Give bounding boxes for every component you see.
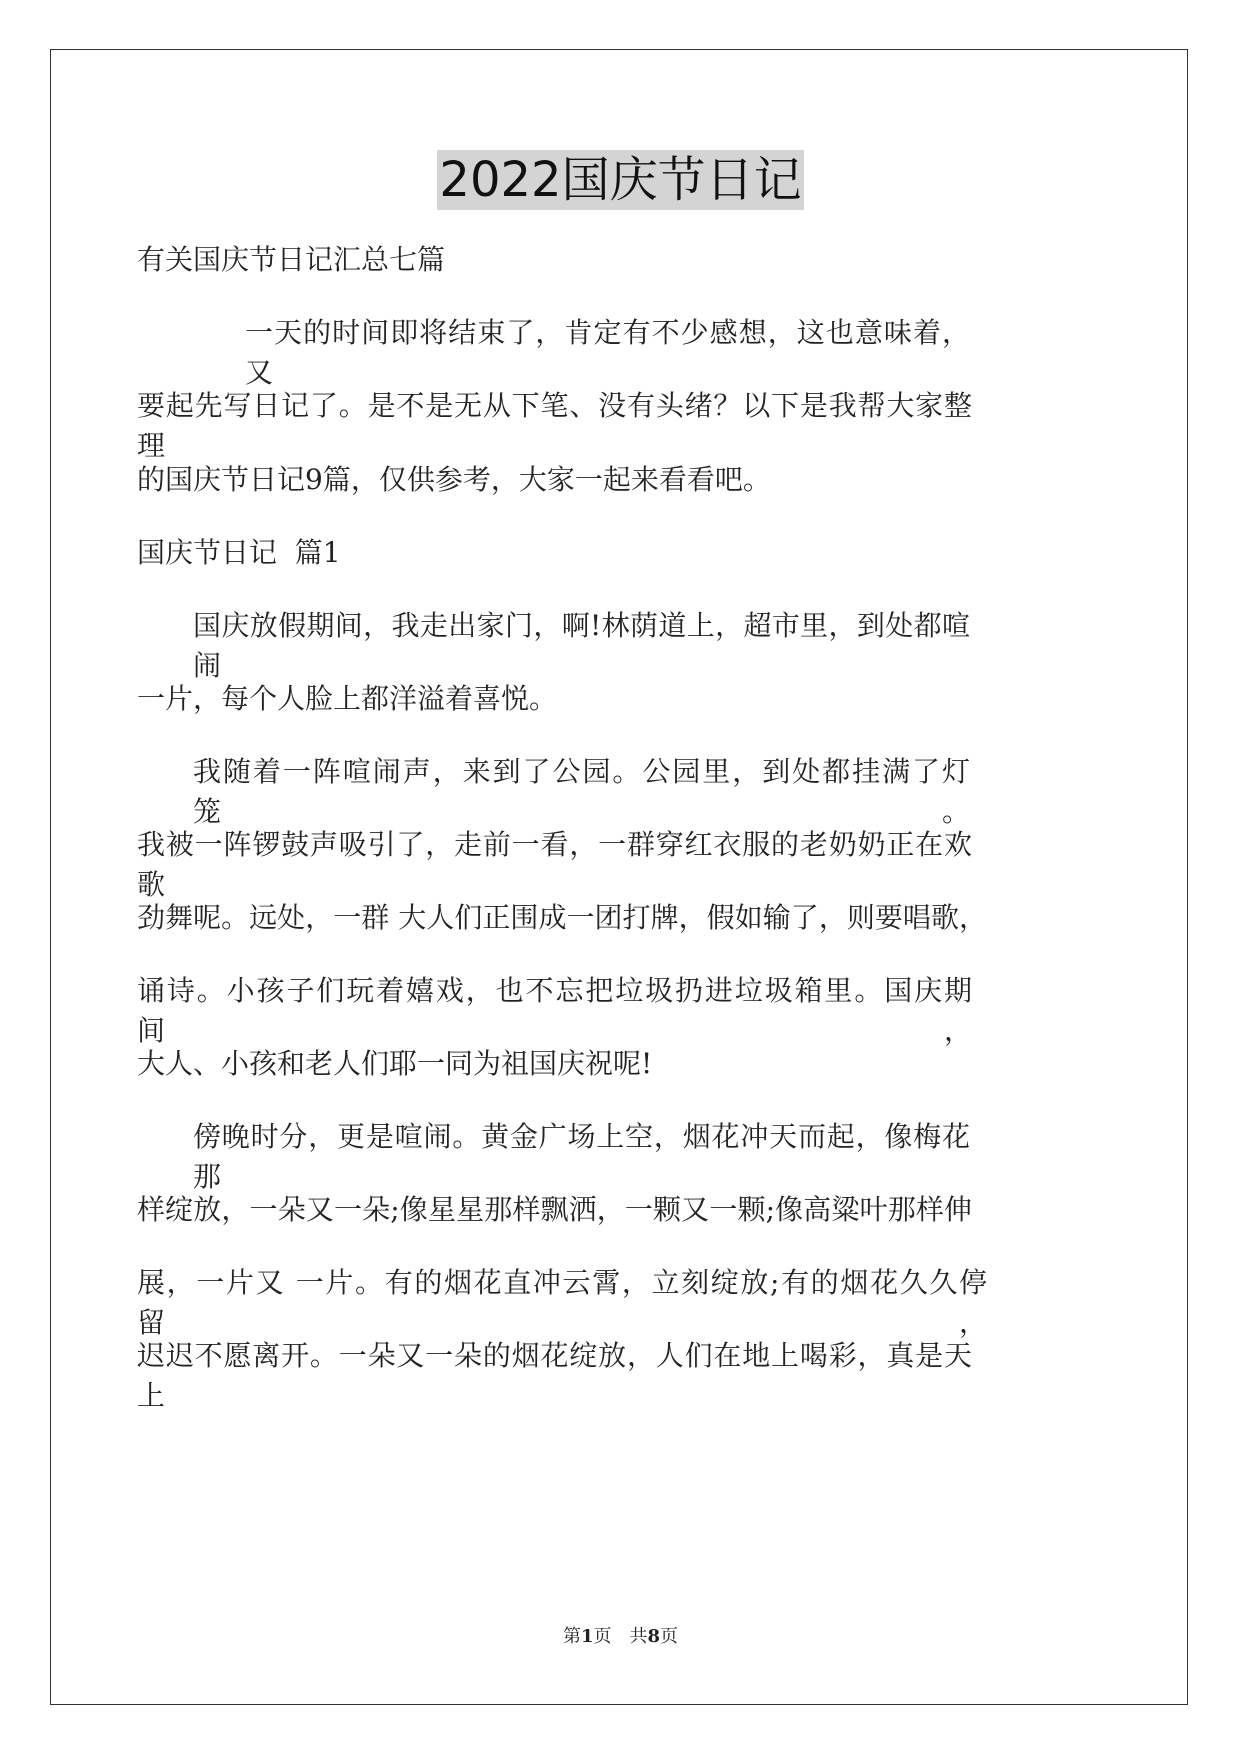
footer-total-pages: 8 — [647, 1626, 661, 1647]
body-line-4: 我被一阵锣鼓声吸引了，走前一看，一群穿红衣服的老奶奶正在欢歌 — [137, 828, 972, 901]
intro-line-1: 一天的时间即将结束了，肯定有不少感想，这也意味着，又 — [245, 316, 970, 389]
footer-prefix: 第 — [562, 1626, 581, 1647]
body-line-7: 大人、小孩和老人们耶一同为祖国庆祝呢! — [137, 1047, 653, 1080]
document-title: 2022国庆节日记 — [439, 152, 802, 208]
intro-line-3: 的国庆节日记9篇，仅供参考，大家一起来看看吧。 — [137, 463, 771, 496]
footer-page-number: 1 — [580, 1626, 594, 1647]
body-line-9: 样绽放，一朵又一朵;像星星那样飘洒，一颗又一颗;像高粱叶那样伸 — [137, 1193, 972, 1226]
footer-suffix: 页 — [660, 1626, 679, 1647]
intro-line-2: 要起先写日记了。是不是无从下笔、没有头绪？以下是我帮大家整理 — [137, 389, 972, 462]
body-line-8: 傍晚时分，更是喧闹。黄金广场上空，烟花冲天而起，像梅花那 — [193, 1120, 970, 1193]
body-line-3: 我随着一阵喧闹声，来到了公园。公园里，到处都挂满了灯笼。 — [193, 755, 970, 828]
document-subtitle: 有关国庆节日记汇总七篇 — [137, 243, 446, 276]
title-wrapper — [0, 150, 1241, 210]
body-line-6: 诵诗。小孩子们玩着嬉戏，也不忘把垃圾扔进垃圾箱里。国庆期间， — [137, 974, 972, 1047]
body-line-11: 迟迟不愿离开。一朵又一朵的烟花绽放，人们在地上喝彩，真是天上 — [137, 1339, 972, 1412]
body-line-2: 一片，每个人脸上都洋溢着喜悦。 — [137, 682, 558, 715]
body-line-5: 劲舞呢。远处，一群 大人们正围成一团打牌，假如输了，则要唱歌， — [137, 901, 987, 934]
page-footer — [0, 1625, 1241, 1649]
body-line-1: 国庆放假期间，我走出家门，啊!林荫道上，超市里，到处都喧闹 — [193, 609, 970, 682]
footer-middle: 页 共 — [593, 1626, 648, 1647]
section-heading: 国庆节日记 篇1 — [137, 536, 341, 569]
body-line-10: 展，一片又 一片。有的烟花直冲云霄，立刻绽放;有的烟花久久停留， — [137, 1266, 987, 1339]
